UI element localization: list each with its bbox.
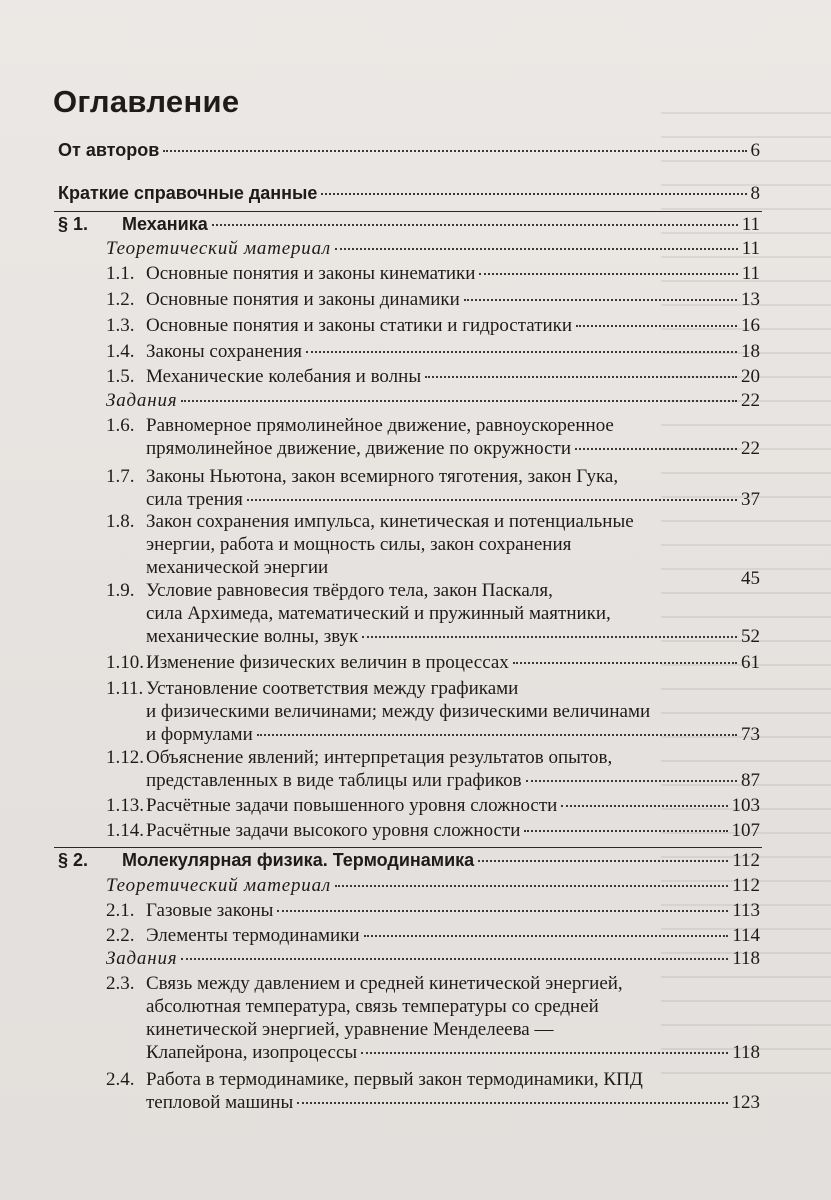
toc-label: Основные понятия и законы статики и гидростатики	[146, 315, 573, 336]
toc-entry	[58, 651, 760, 674]
toc-page: 107	[731, 820, 760, 841]
toc-entry	[58, 819, 760, 842]
toc-label-line: Объяснение явлений; интерпретация результатов опытов,	[146, 747, 613, 768]
toc-entry	[58, 288, 760, 311]
toc-label-line: Связь между давлением и средней кинетической энергией,	[146, 973, 623, 994]
toc-page: 22	[741, 390, 760, 411]
toc-entry	[58, 314, 760, 337]
toc-page: 112	[732, 875, 760, 896]
toc-entry	[58, 947, 760, 970]
toc-entry	[58, 465, 760, 511]
toc-entry	[58, 389, 760, 412]
toc-label-line: Работа в термодинамике, первый закон термодинамики, КПД	[146, 1069, 643, 1090]
toc-label-line: абсолютная температура, связь температуры со средней	[146, 996, 599, 1017]
toc-number: 1.12.	[106, 747, 144, 768]
toc-label: Механика	[122, 214, 208, 234]
toc-entry	[58, 414, 760, 460]
toc-page: 20	[741, 366, 760, 387]
toc-label-line: Равномерное прямолинейное движение, равноускоренное	[146, 415, 614, 436]
toc-number: 1.11.	[106, 678, 144, 699]
toc-number: 1.2.	[106, 289, 135, 310]
toc-label: Механические колебания и волны	[146, 366, 422, 387]
toc-page: 113	[732, 900, 760, 921]
toc-label: Расчётные задачи повышенного уровня сложности	[146, 795, 558, 816]
toc-label-line: энергии, работа и мощность силы, закон сохранения	[146, 534, 572, 555]
toc-label-line: и физическими величинами; между физическими величинами	[146, 701, 651, 722]
toc-label-line: сила трения	[146, 489, 243, 510]
toc-label-line: сила Архимеда, математический и пружинный маятники,	[146, 603, 611, 624]
toc-number: 1.9.	[106, 580, 135, 601]
toc-entry	[58, 510, 760, 590]
toc-entry	[58, 972, 760, 1064]
toc-label-line: Закон сохранения импульса, кинетическая и потенциальные	[146, 511, 634, 532]
toc-page: 87	[741, 770, 760, 791]
toc-entry	[58, 677, 760, 746]
toc-label-line: Условие равновесия твёрдого тела, закон Паскаля,	[146, 580, 553, 601]
toc-label: От авторов	[58, 140, 160, 160]
toc-number: 1.3.	[106, 315, 135, 336]
toc-page: 112	[732, 850, 760, 871]
toc-number: 1.14.	[106, 820, 144, 841]
toc-number: 1.10.	[106, 652, 144, 673]
toc-entry	[58, 794, 760, 817]
toc-number: 1.1.	[106, 263, 135, 284]
toc-label: Молекулярная физика. Термодинамика	[122, 850, 475, 870]
toc-number: 2.2.	[106, 925, 135, 946]
toc-entry	[58, 182, 760, 205]
toc-entry	[58, 579, 760, 648]
toc-page: 45	[741, 568, 760, 589]
toc-number: § 1.	[58, 214, 89, 234]
toc-page: 73	[741, 724, 760, 745]
toc-page: 16	[741, 315, 760, 336]
toc-number: 2.1.	[106, 900, 135, 921]
toc-page: 114	[732, 925, 760, 946]
toc-label: Задания	[106, 948, 178, 969]
toc-page: 61	[741, 652, 760, 673]
toc-entry	[58, 874, 760, 897]
toc-label: Основные понятия и законы кинематики	[146, 263, 476, 284]
toc-section	[58, 213, 760, 236]
toc-label: Теоретический материал	[106, 238, 331, 259]
toc-page: 18	[741, 341, 760, 362]
toc-page: 6	[750, 140, 760, 161]
toc-number: 1.6.	[106, 415, 135, 436]
toc-number: 1.5.	[106, 366, 135, 387]
toc-number: 1.7.	[106, 466, 135, 487]
toc-entry	[58, 262, 760, 285]
toc-label-line: Законы Ньютона, закон всемирного тяготения, закон Гука,	[146, 466, 619, 487]
toc-page: 52	[741, 626, 760, 647]
toc-page: 118	[732, 1042, 760, 1063]
toc-entry	[58, 899, 760, 922]
toc-label-line: прямолинейное движение, движение по окружности	[146, 438, 572, 459]
toc-label: Задания	[106, 390, 178, 411]
section-divider	[54, 211, 762, 212]
toc-entry	[58, 365, 760, 388]
toc-label: Элементы термодинамики	[146, 925, 360, 946]
toc-label-line: механические волны, звук	[146, 626, 359, 647]
toc-number: 2.3.	[106, 973, 135, 994]
page-title: Оглавление	[53, 84, 240, 119]
toc-entry	[58, 1068, 760, 1114]
toc-entry	[58, 924, 760, 947]
toc-page: 37	[741, 489, 760, 510]
toc-page: 123	[731, 1092, 760, 1113]
toc-number: § 2.	[58, 850, 89, 870]
toc-entry	[58, 746, 760, 792]
toc-page: 118	[732, 948, 760, 969]
toc-number: 1.13.	[106, 795, 144, 816]
toc-label-line: механической энергии	[146, 557, 329, 578]
toc-entry	[58, 139, 760, 162]
toc-page: 8	[750, 183, 760, 204]
toc-entry	[58, 340, 760, 363]
toc-entry	[58, 237, 760, 260]
toc-number: 1.8.	[106, 511, 135, 532]
toc-label-line: Клапейрона, изопроцессы	[146, 1042, 358, 1063]
toc-label: Основные понятия и законы динамики	[146, 289, 460, 310]
toc-number: 2.4.	[106, 1069, 135, 1090]
toc-label-line: и формулами	[146, 724, 253, 745]
toc-page: 11	[741, 214, 760, 235]
toc-label: Расчётные задачи высокого уровня сложности	[146, 820, 521, 841]
toc-label-line: кинетической энергией, уравнение Менделеева —	[146, 1019, 554, 1040]
toc-label: Теоретический материал	[106, 875, 331, 896]
section-divider	[54, 847, 762, 848]
toc-page: 103	[731, 795, 760, 816]
toc-section	[58, 849, 760, 872]
toc-page: 13	[741, 289, 760, 310]
toc-label-line: Установление соответствия между графиками	[146, 678, 519, 699]
toc-label-line: тепловой машины	[146, 1092, 294, 1113]
toc-page: 11	[741, 238, 760, 259]
toc-label: Изменение физических величин в процессах	[146, 652, 509, 673]
toc-page: 11	[741, 263, 760, 284]
toc-page: 22	[741, 438, 760, 459]
toc-label: Законы сохранения	[146, 341, 302, 362]
toc-label: Краткие справочные данные	[58, 183, 318, 203]
toc-label-line: представленных в виде таблицы или графиков	[146, 770, 522, 791]
toc-label: Газовые законы	[146, 900, 274, 921]
toc-number: 1.4.	[106, 341, 135, 362]
